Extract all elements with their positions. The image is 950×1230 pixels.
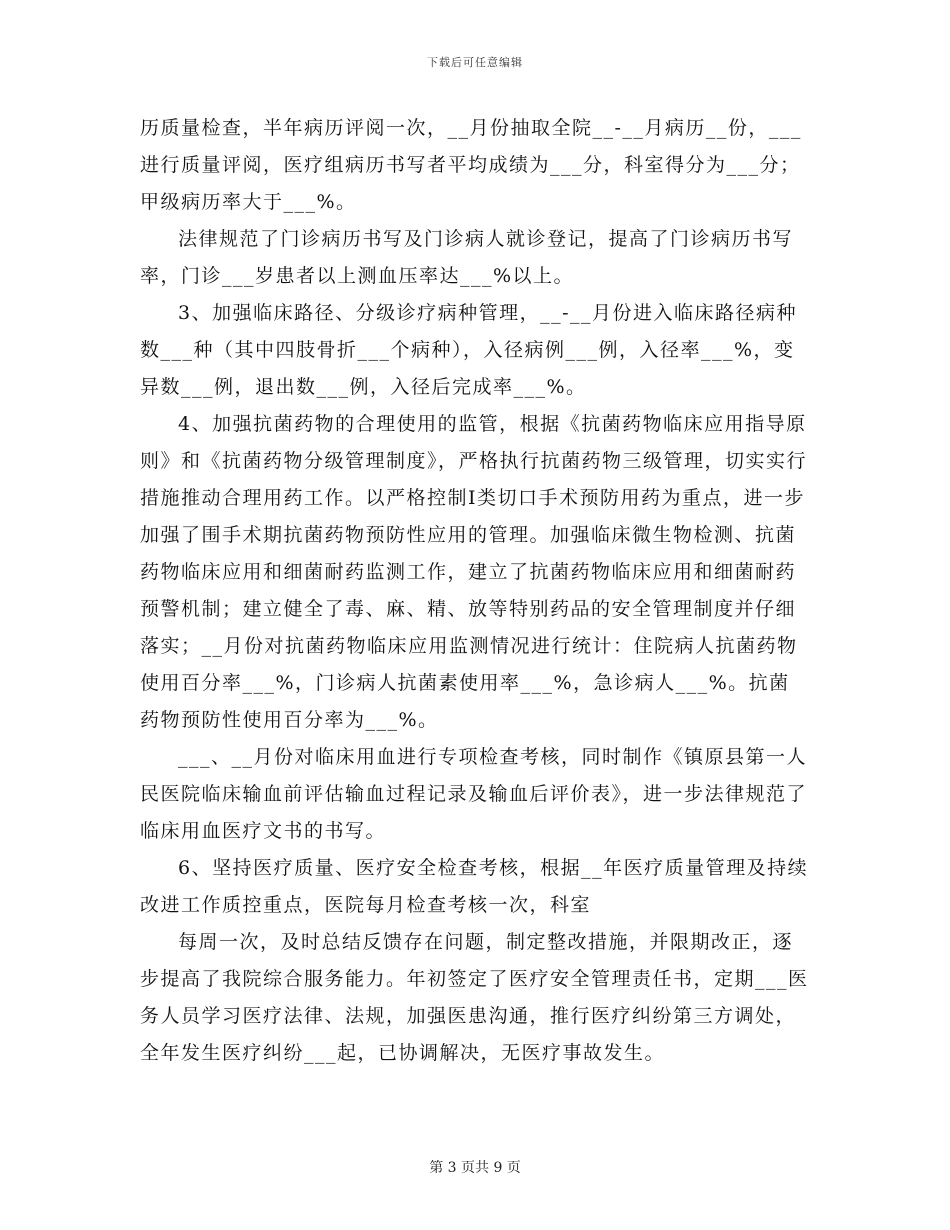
document-body — [140, 110, 810, 1072]
paragraph-safety-management: 每周一次，及时总结反馈存在问题，制定整改措施，并限期改正，逐步提高了我院综合服务能力。年初签定了医疗安全管理责任书，定期___医务人员学习医疗法律、法规，加强医患沟通，推行医疗纠纷第三方调处，全年发生医疗纠纷___起，已协调解决，无医疗事故发生。 — [140, 931, 809, 1064]
page-header-watermark: 下载后可任意编辑 — [427, 56, 523, 69]
page-number-footer: 第 3 页共 9 页 — [429, 1160, 521, 1176]
paragraph-blood-transfusion: ___、__月份对临床用血进行专项检查考核，同时制作《镇原县第一人民医院临床输血前评估输血过程记录及输血后评价表》，进一步法律规范了临床用血医疗文书的书写。 — [140, 746, 808, 842]
paragraph-antibacterial-drugs: 4、加强抗菌药物的合理使用的监管，根据《抗菌药物临床应用指导原则》和《抗菌药物分级管理制度》，严格执行抗菌药物三级管理，切实实行措施推动合理用药工作。以严格控制I类切口手术预防用药为重点，进一步加强了围手术期抗菌药物预防性应用的管理。加强临床微生物检测、抗菌药物临床应用和细菌耐药监测工作，建立了抗菌药物临床应用和细菌耐药预警机制；建立健全了毒、麻、精、放等特别药品的安全管理制度并仔细落实；__月份对抗菌药物临床应用监测情况进行统计：住院病人抗菌药物使用百分率___%，门诊病人抗菌素使用率___%，急诊病人___%。抗菌药物预防性使用百分率为___%。 — [140, 413, 808, 731]
paragraph-clinical-pathway: 3、加强临床路径、分级诊疗病种管理，__-__月份进入临床路径病种数___种（其中四肢骨折___个病种），入径病例___例，入径率___%，变异数___例，退出数___例，入径后完成率___%。 — [140, 302, 798, 398]
paragraph-quality-inspection: 6、坚持医疗质量、医疗安全检查考核，根据__年医疗质量管理及持续改进工作质控重点，医院每月检查考核一次，科室 — [140, 857, 809, 916]
paragraph-outpatient-records: 法律规范了门诊病历书写及门诊病人就诊登记，提高了门诊病历书写率，门诊___岁患者以上测血压率达___%以上。 — [140, 228, 794, 287]
paragraph-medical-record-quality: 历质量检查，半年病历评阅一次，__月份抽取全院__-__月病历__份，___进行质量评阅，医疗组病历书写者平均成绩为___分，科室得分为___分；甲级病历率大于___%。 — [140, 117, 802, 213]
